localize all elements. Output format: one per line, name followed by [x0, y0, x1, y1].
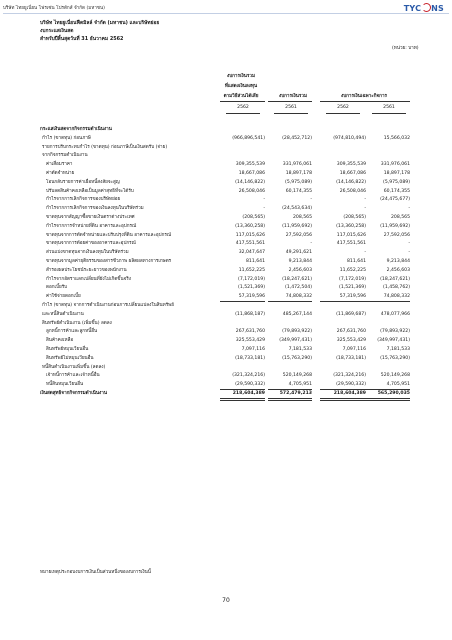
table-row — [0, 223, 452, 232]
statement-title — [40, 19, 159, 43]
row-value-col-3: (321,324,216) — [333, 373, 366, 379]
row-value-col-4: - — [408, 206, 410, 212]
header-rule-1 — [220, 101, 265, 102]
row-value-col-2: 485,267,144 — [282, 311, 312, 317]
row-value-col-1: (13,360,258) — [235, 223, 265, 229]
table-row — [0, 179, 452, 188]
row-value-col-2: 60,174,355 — [285, 188, 312, 194]
row-value-col-1: - — [263, 206, 265, 212]
page-number: 70 — [222, 597, 230, 604]
row-label: ค่าใช้จ่ายดอกเบี้ย — [46, 294, 81, 300]
row-value-col-3: (18,733,181) — [336, 355, 366, 361]
row-label: สินทรัพย์ดำเนินงาน (เพิ่มขึ้น) ลดลง — [42, 320, 112, 326]
row-value-col-3: (7,172,019) — [339, 276, 366, 282]
row-value-col-1: 26,508,046 — [238, 188, 265, 194]
row-label: ค่าเสื่อมราคา — [46, 162, 73, 168]
row-value-col-1: (7,172,019) — [238, 276, 265, 282]
logo-text-b: NS — [431, 4, 444, 13]
row-value-col-2: 331,976,061 — [282, 162, 312, 168]
row-label: กำไรจากอัตราแลกเปลี่ยนที่ยังไม่เกิดขึ้นจริง — [46, 276, 131, 282]
row-label: สินทรัพย์ไม่หมุนเวียนอื่น — [46, 355, 94, 361]
row-value-col-2: 27,592,056 — [285, 232, 312, 238]
year-rule-1 — [226, 113, 260, 114]
table-row — [0, 170, 452, 179]
row-value-col-2: 49,291,621 — [285, 250, 312, 256]
row-value-col-3: (14,146,822) — [336, 179, 366, 185]
row-value-col-3: 218,604,389 — [333, 390, 366, 396]
rule-line — [320, 400, 366, 401]
year-rule-3 — [326, 113, 360, 114]
row-value-col-4: (5,975,089) — [383, 179, 410, 185]
row-value-col-1: 267,631,760 — [235, 329, 265, 335]
row-value-col-1: 57,319,596 — [238, 294, 265, 300]
table-row — [0, 249, 452, 258]
row-label: หนี้สินหมุนเวียนอื่น — [46, 382, 84, 388]
table-row — [0, 205, 452, 214]
table-row — [0, 144, 452, 153]
row-label: ปรับลดสินค้าคงเหลือเป็นมูลค่าสุทธิที่จะได้รับ — [46, 188, 134, 194]
row-value-col-1: 325,553,429 — [235, 338, 265, 344]
col-head-consolidated-b: งบการเงินรวม — [278, 94, 307, 99]
table-row — [0, 372, 452, 381]
footnote: หมายเหตุประกอบงบการเงินเป็นส่วนหนึ่งของงบการเงินนี้ — [40, 570, 151, 575]
row-value-col-4: (349,997,431) — [377, 338, 410, 344]
row-label: ดอกเบี้ยรับ — [46, 285, 68, 291]
year-col-2: 2561 — [285, 105, 297, 110]
row-value-col-4: 18,897,178 — [383, 170, 410, 176]
row-value-col-4: 7,181,533 — [386, 346, 410, 352]
row-value-col-3: - — [364, 206, 366, 212]
row-value-col-3: - — [364, 250, 366, 256]
row-label: โอนกลับรายการค่าเผื่อหนี้สงสัยจะสูญ — [46, 179, 120, 185]
row-value-col-3: 57,319,596 — [339, 294, 366, 300]
row-value-col-1: (11,868,187) — [235, 311, 265, 317]
rule-line — [268, 400, 312, 401]
table-row — [0, 196, 452, 205]
row-value-col-3: 7,097,116 — [342, 346, 366, 352]
row-value-col-2: - — [310, 241, 312, 247]
row-value-col-2: (11,959,692) — [282, 223, 312, 229]
logo-text-a: TYC — [403, 4, 422, 13]
row-label: เงินสดสุทธิจากกิจกรรมดำเนินงาน — [40, 390, 108, 396]
table-row — [0, 232, 452, 241]
row-value-col-3: 325,553,429 — [336, 338, 366, 344]
row-value-col-4: (24,475,677) — [380, 197, 410, 203]
unit-label: (หน่วย: บาท) — [392, 46, 419, 51]
row-value-col-3: - — [364, 197, 366, 203]
row-value-col-4: 4,705,951 — [386, 382, 410, 388]
row-value-col-2: - — [310, 197, 312, 203]
row-value-col-3: 117,015,626 — [336, 232, 366, 238]
row-value-col-4: 15,566,032 — [383, 135, 410, 141]
row-value-col-3: (208,565) — [343, 214, 366, 220]
row-value-col-3: (1,521,369) — [339, 285, 366, 291]
row-value-col-1: 417,551,561 — [235, 241, 265, 247]
row-value-col-1: 7,097,116 — [241, 346, 265, 352]
row-value-col-4: 478,077,966 — [380, 311, 410, 317]
row-value-col-4: 208,565 — [391, 214, 410, 220]
row-label: ส่วนแบ่งขาดทุนจากเงินลงทุนในบริษัทร่วม — [46, 250, 129, 256]
table-row — [0, 214, 452, 223]
row-value-col-4: 2,456,603 — [386, 267, 410, 273]
row-value-col-2: (79,893,922) — [282, 329, 312, 335]
header-divider — [3, 13, 449, 14]
header-rule-2 — [268, 101, 312, 102]
row-label: ขาดทุนจากมูลค่ายุติธรรมของสารชีวภาพ ผลิตผลทางการเกษตร — [46, 258, 172, 264]
row-label: จากกิจกรรมดำเนินงาน — [42, 153, 88, 159]
row-value-col-4: (79,893,922) — [380, 329, 410, 335]
row-label: สินค้าคงเหลือ — [46, 338, 74, 344]
cash-flow-table — [0, 126, 452, 399]
row-value-col-1: 11,652,225 — [238, 267, 265, 273]
page-header — [0, 0, 452, 17]
row-value-col-2: 520,149,268 — [282, 373, 312, 379]
row-label: และหนี้สินดำเนินงาน — [42, 311, 84, 317]
rule-line — [220, 398, 265, 399]
row-label: ขาดทุนจากสัญญาซื้อขายเงินตราต่างประเทศ — [46, 214, 135, 220]
table-row — [0, 302, 452, 311]
row-value-col-2: 18,897,178 — [285, 170, 312, 176]
row-value-col-3: (13,360,258) — [336, 223, 366, 229]
table-row — [0, 364, 452, 373]
table-row — [0, 188, 452, 197]
table-row — [0, 161, 452, 170]
row-value-col-2: (5,975,089) — [285, 179, 312, 185]
row-value-col-2: (1,472,504) — [285, 285, 312, 291]
row-value-col-1: (1,521,369) — [238, 285, 265, 291]
table-row — [0, 276, 452, 285]
col-head-consolidated: งบการเงินรวม — [226, 74, 255, 79]
row-value-col-3: 267,631,760 — [336, 329, 366, 335]
row-label: หนี้สินดำเนินงานเพิ่มขึ้น (ลดลง) — [42, 364, 106, 370]
year-col-3: 2562 — [337, 105, 349, 110]
table-row — [0, 152, 452, 161]
company-logo — [404, 3, 444, 13]
year-col-4: 2561 — [383, 105, 395, 110]
row-value-col-3: 811,641 — [347, 258, 366, 264]
rule-line — [268, 398, 312, 399]
row-value-col-4: 60,174,355 — [383, 188, 410, 194]
row-value-col-1: 811,641 — [246, 258, 265, 264]
section-row — [0, 126, 452, 135]
table-row — [0, 267, 452, 276]
row-value-col-2: 2,456,603 — [288, 267, 312, 273]
row-value-col-4: 27,592,056 — [383, 232, 410, 238]
row-label: กระแสเงินสดจากกิจกรรมดำเนินงาน — [40, 127, 112, 132]
row-value-col-2: 572,479,213 — [279, 390, 312, 396]
row-value-col-1: (208,565) — [242, 214, 265, 220]
row-label: กำไร (ขาดทุน) จากการดำเนินงานก่อนการเปลี่ยนแปลงในสินทรัพย์ — [42, 302, 174, 308]
row-value-col-3: 309,355,539 — [336, 162, 366, 168]
row-value-col-3: 18,667,086 — [339, 170, 366, 176]
row-label: ค่าตัดจำหน่าย — [46, 170, 75, 176]
row-value-col-4: (11,959,692) — [380, 223, 410, 229]
row-label: สินทรัพย์หมุนเวียนอื่น — [46, 346, 89, 352]
title-statement: งบกระแสเงินสด — [40, 28, 74, 34]
col-head-consolidated-line2: ที่แสดงเงินลงทุน — [224, 84, 258, 89]
row-value-col-4: 74,808,332 — [383, 294, 410, 300]
row-value-col-1: 309,355,539 — [235, 162, 265, 168]
header-rule-3 — [320, 101, 410, 102]
row-value-col-4: 331,976,061 — [380, 162, 410, 168]
title-company: บริษัท ไทยยูเนี่ยนฟีดมิลล์ จำกัด (มหาชน) และบริษัทย่อย — [40, 20, 160, 26]
row-value-col-1: 32,047,647 — [238, 250, 265, 256]
table-row — [0, 240, 452, 249]
rule-line — [220, 400, 265, 401]
row-value-col-1: (321,324,216) — [232, 373, 265, 379]
row-label: ขาดทุนจากการด้อยค่าของอาคารและอุปกรณ์ — [46, 241, 136, 247]
row-value-col-4: (18,247,621) — [380, 276, 410, 282]
row-value-col-1: 18,667,086 — [238, 170, 265, 176]
table-row — [0, 328, 452, 337]
logo-swoosh-icon — [422, 3, 431, 12]
row-label: กำไรจากการเลิกกิจการของบริษัทย่อย — [46, 197, 121, 203]
row-value-col-2: 208,565 — [293, 214, 312, 220]
row-value-col-4: - — [408, 250, 410, 256]
table-row — [0, 355, 452, 364]
table-row — [0, 320, 452, 329]
table-row — [0, 311, 452, 320]
table-row — [0, 135, 452, 144]
row-value-col-2: 9,213,844 — [288, 258, 312, 264]
row-label: สำรองผลประโยชน์ระยะยาวของพนักงาน — [46, 267, 127, 273]
row-label: เจ้าหนี้การค้าและเจ้าหนี้อื่น — [46, 373, 100, 379]
header-company-name: บริษัท ไทยยูเนี่ยน โฟรเซ่น โปรดักส์ จำกัด (มหาชน) — [3, 6, 105, 11]
rule-line — [320, 398, 366, 399]
row-value-col-2: (15,763,290) — [282, 355, 312, 361]
row-value-col-1: - — [263, 197, 265, 203]
row-label: กำไรจากการเลิกกิจการของเงินลงทุนในบริษัทร่วม — [46, 206, 144, 212]
row-label: กำไร (ขาดทุน) ก่อนภาษี — [42, 135, 91, 141]
row-value-col-2: (18,247,621) — [282, 276, 312, 282]
row-value-col-4: (1,458,762) — [383, 285, 410, 291]
row-value-col-1: (18,733,181) — [235, 355, 265, 361]
year-col-1: 2562 — [237, 105, 249, 110]
row-value-col-1: 218,604,389 — [232, 390, 265, 396]
row-value-col-1: (966,896,541) — [232, 135, 265, 141]
row-value-col-3: 26,508,046 — [339, 188, 366, 194]
row-value-col-3: (29,590,332) — [336, 382, 366, 388]
row-value-col-2: 4,705,951 — [288, 382, 312, 388]
row-value-col-2: (349,997,431) — [279, 338, 312, 344]
row-value-col-4: 520,149,268 — [380, 373, 410, 379]
table-row — [0, 258, 452, 267]
col-head-consolidated-line3: ตามวิธีส่วนได้เสีย — [223, 94, 259, 99]
row-value-col-4: - — [408, 241, 410, 247]
row-value-col-3: (11,869,687) — [336, 311, 366, 317]
table-row — [0, 337, 452, 346]
rule-line — [366, 400, 410, 401]
row-value-col-2: 74,808,332 — [285, 294, 312, 300]
row-value-col-1: (14,146,822) — [235, 179, 265, 185]
row-value-col-4: (15,763,290) — [380, 355, 410, 361]
row-label: ขาดทุนจากการตัดจำหน่ายและปรับปรุงที่ดิน อาคารและอุปกรณ์ — [46, 232, 172, 238]
row-label: ลูกหนี้การค้าและลูกหนี้อื่น — [46, 329, 98, 335]
row-value-col-3: 417,551,561 — [336, 241, 366, 247]
col-head-separate: งบการเงินเฉพาะกิจการ — [340, 94, 388, 99]
row-value-col-1: 117,015,626 — [235, 232, 265, 238]
row-value-col-4: 565,290,035 — [377, 390, 410, 396]
row-value-col-2: (24,543,634) — [282, 206, 312, 212]
rule-line — [366, 398, 410, 399]
row-value-col-1: (29,590,332) — [235, 382, 265, 388]
title-period: สำหรับปีสิ้นสุดวันที่ 31 ธันวาคม 2562 — [40, 36, 124, 42]
row-value-col-3: (974,810,494) — [333, 135, 366, 141]
row-value-col-4: 9,213,844 — [386, 258, 410, 264]
row-value-col-2: 7,181,533 — [288, 346, 312, 352]
year-rule-2 — [274, 113, 308, 114]
table-row — [0, 346, 452, 355]
row-label: กำไรจากการจำหน่ายที่ดิน อาคารและอุปกรณ์ — [46, 223, 137, 229]
row-value-col-3: 11,652,225 — [339, 267, 366, 273]
row-value-col-2: (28,452,712) — [282, 135, 312, 141]
row-label: รายการปรับกระทบกำไร (ขาดทุน) ก่อนภาษีเป็นเงินสดรับ (จ่าย) — [42, 144, 168, 150]
year-rule-4 — [372, 113, 406, 114]
table-row — [0, 284, 452, 293]
